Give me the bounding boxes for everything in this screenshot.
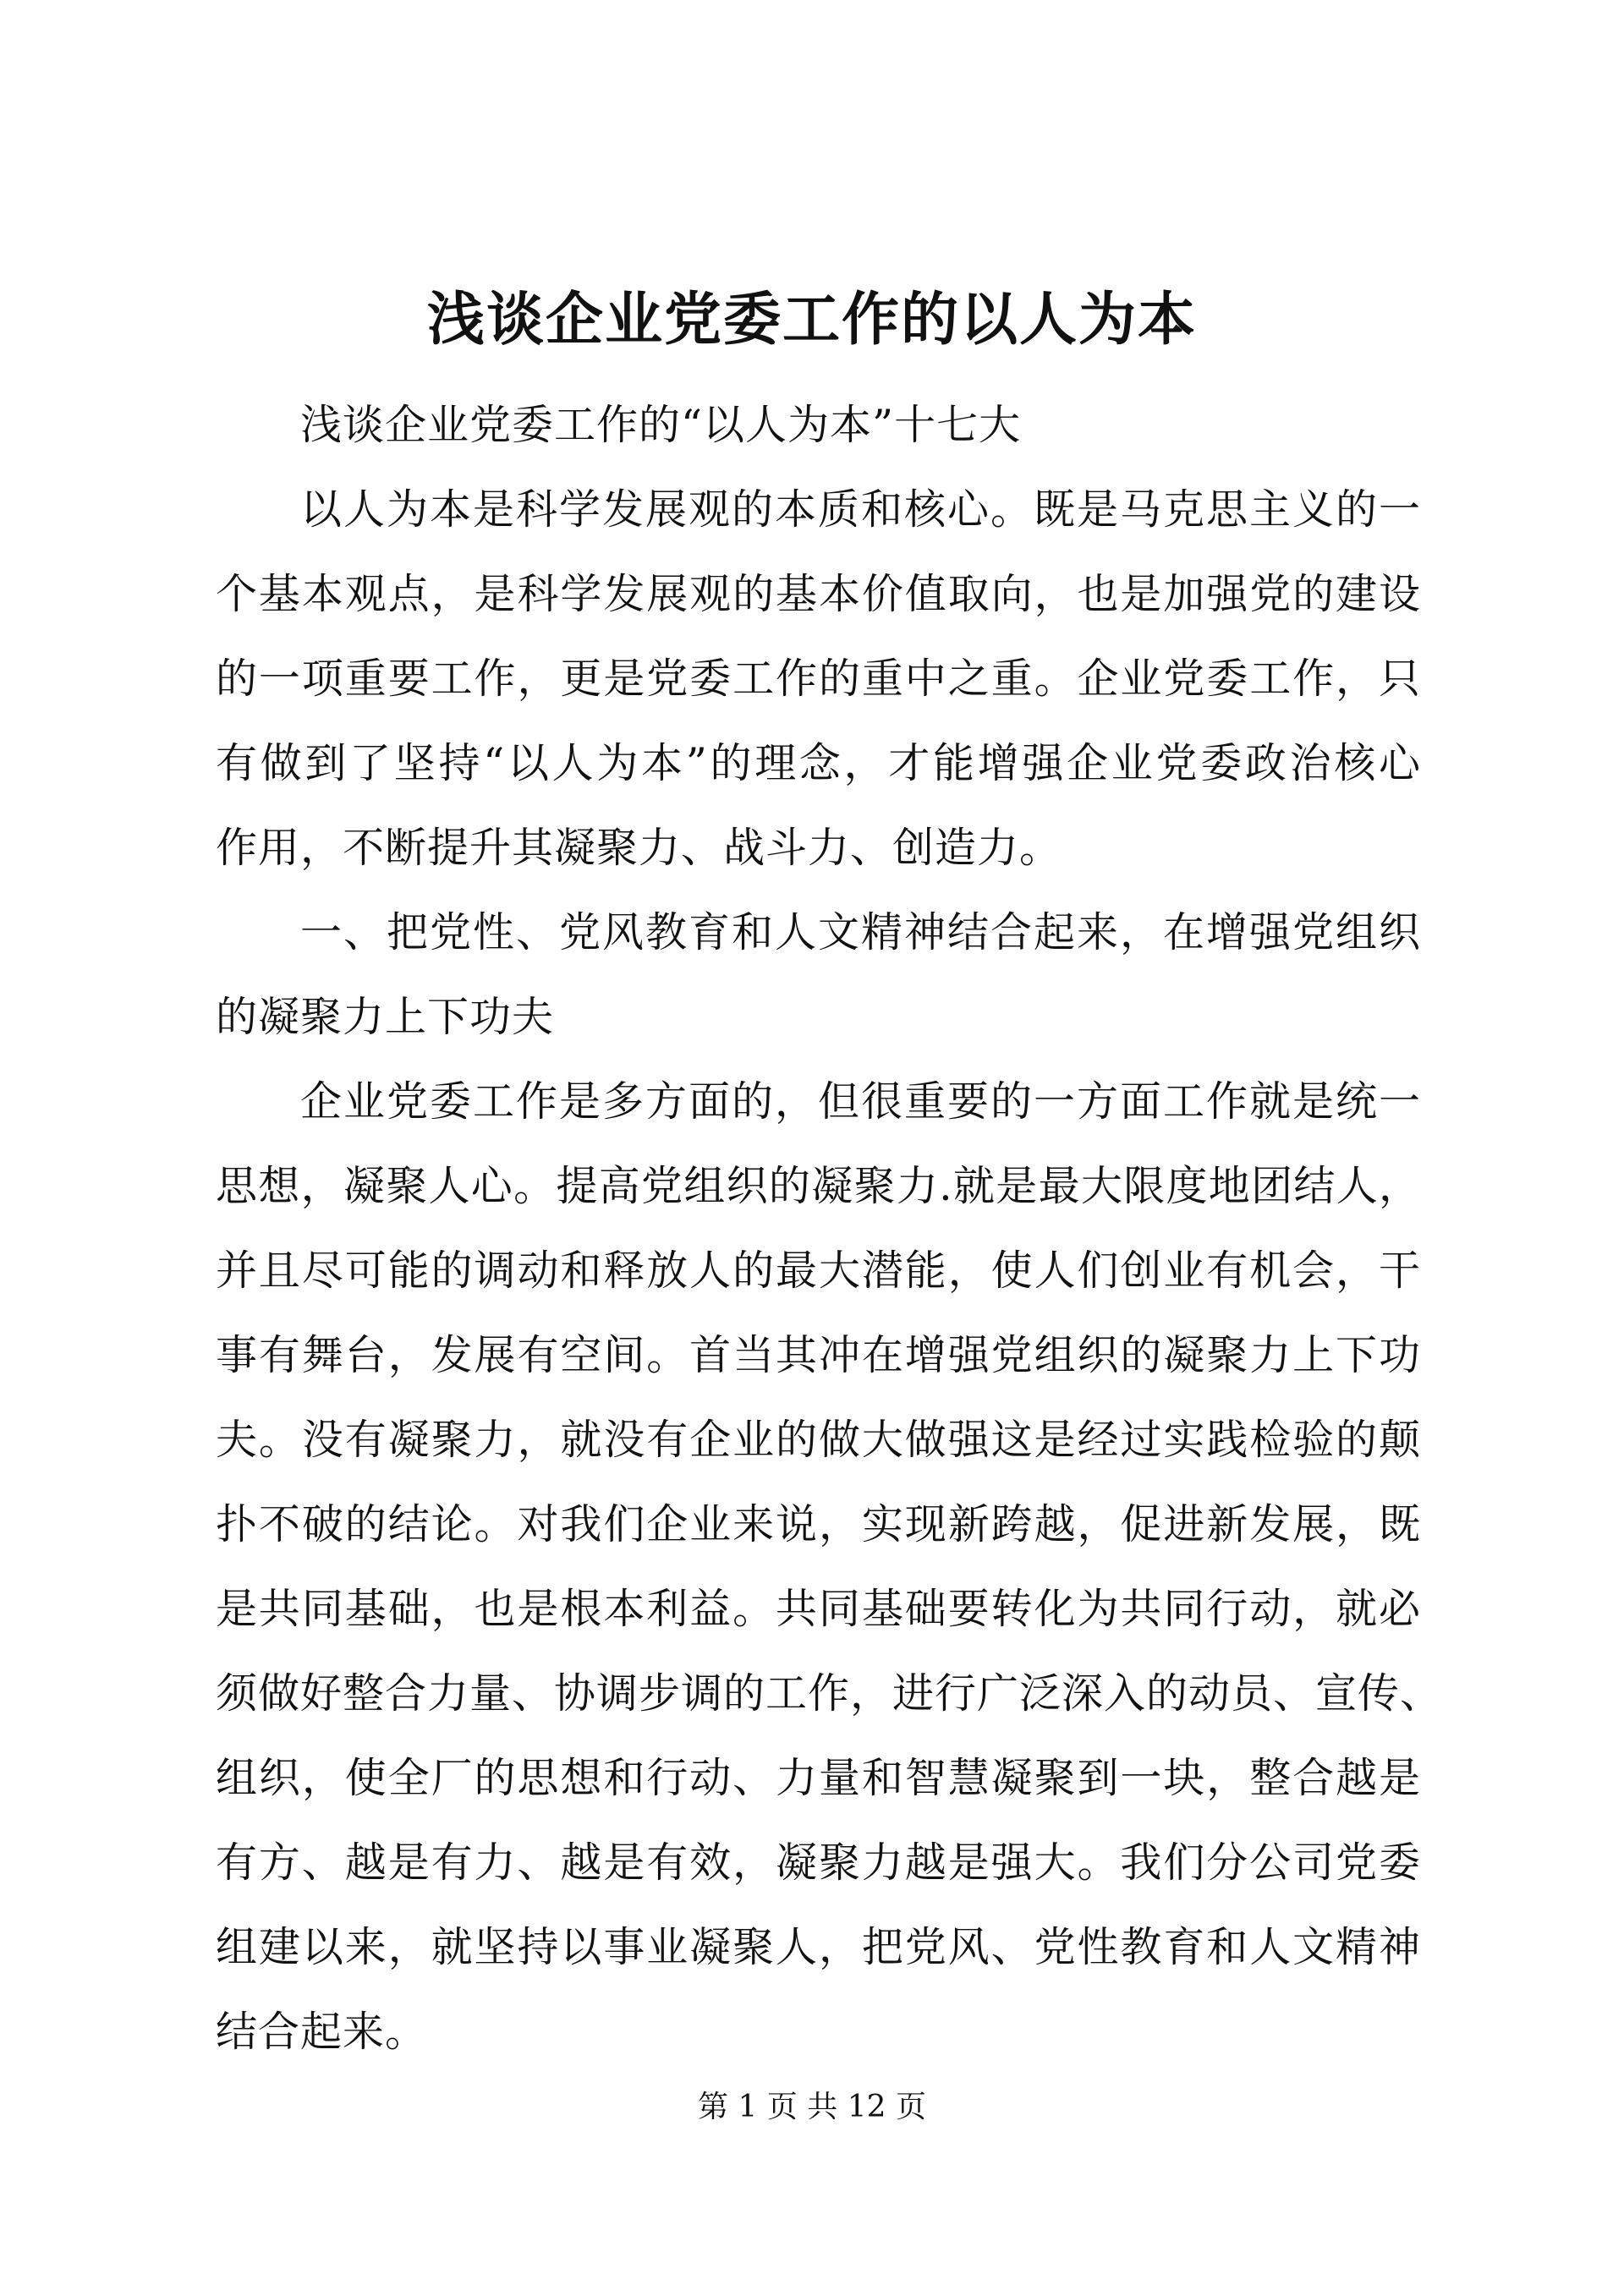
document-body: [216, 383, 1443, 2074]
paragraph-line: 事有舞台，发展有空间。首当其冲在增强党组织的凝聚力上下功: [216, 1331, 1421, 1379]
paragraph-line: 并且尽可能的调动和释放人的最大潜能，使人们创业有机会，干: [216, 1247, 1421, 1295]
paragraph-line: 组织，使全厂的思想和行动、力量和智慧凝聚到一块，整合越是: [216, 1754, 1421, 1802]
paragraph-line: 企业党委工作是多方面的，但很重要的一方面工作就是统一: [300, 1077, 1421, 1126]
section-heading-line: 一、把党性、党风教育和人文精神结合起来，在增强党组织: [300, 908, 1421, 956]
paragraph-line: 夫。没有凝聚力，就没有企业的做大做强这是经过实践检验的颠: [216, 1416, 1421, 1464]
paragraph-line: 是共同基础，也是根本利益。共同基础要转化为共同行动，就必: [216, 1585, 1421, 1633]
document-title: 浅谈企业党委工作的以人为本: [426, 286, 1197, 353]
paragraph-line: 作用，不断提升其凝聚力、战斗力、创造力。: [216, 824, 1062, 872]
paragraph-line: 扑不破的结论。对我们企业来说，实现新跨越，促进新发展，既: [216, 1500, 1421, 1548]
paragraph-line: 个基本观点，是科学发展观的基本价值取向，也是加强党的建设: [216, 570, 1421, 618]
section-heading-line: 的凝聚力上下功夫: [216, 993, 555, 1041]
subtitle-line: 浅谈企业党委工作的“以人为本”十七大: [300, 401, 1022, 449]
paragraph-line: 的一项重要工作，更是党委工作的重中之重。企业党委工作，只: [216, 655, 1421, 703]
paragraph-line: 有做到了坚持“以人为本”的理念，才能增强企业党委政治核心: [216, 739, 1421, 787]
paragraph-line: 须做好整合力量、协调步调的工作，进行广泛深入的动员、宣传、: [216, 1669, 1443, 1718]
paragraph-line: 思想，凝聚人心。提高党组织的凝聚力.就是最大限度地团结人，: [216, 1162, 1421, 1210]
paragraph-line: 组建以来，就坚持以事业凝聚人，把党风、党性教育和人文精神: [216, 1923, 1421, 1971]
paragraph-line: 以人为本是科学发展观的本质和核心。既是马克思主义的一: [300, 485, 1421, 534]
page-footer: 第 1 页 共 12 页: [698, 2090, 926, 2124]
paragraph-line: 有方、越是有力、越是有效，凝聚力越是强大。我们分公司党委: [216, 1838, 1421, 1887]
paragraph-line: 结合起来。: [216, 2008, 428, 2056]
